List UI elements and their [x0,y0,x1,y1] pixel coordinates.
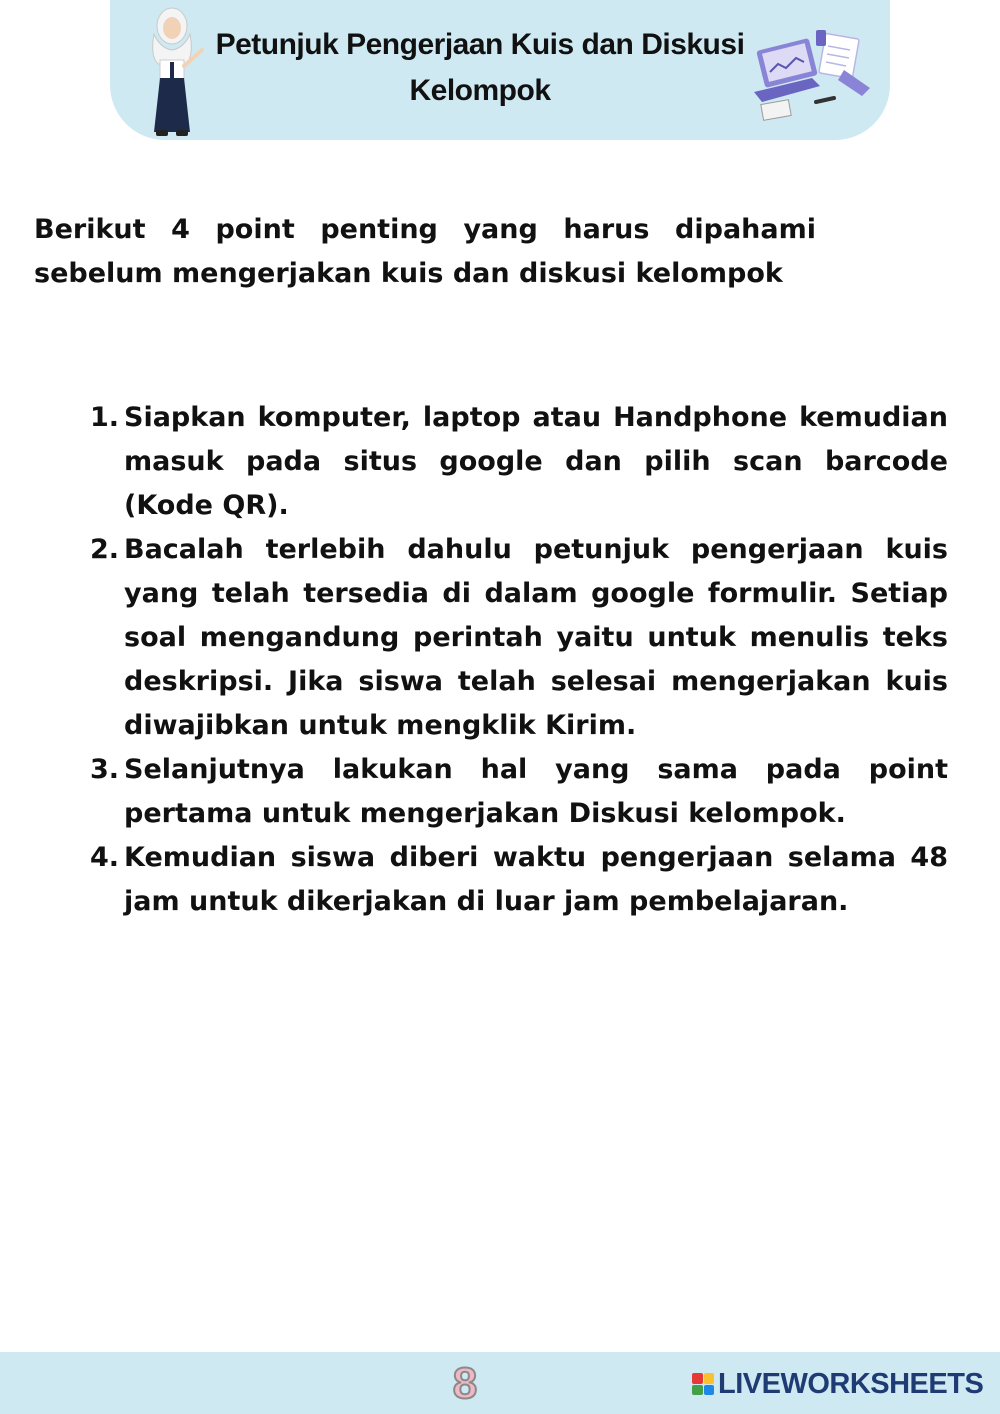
page-title: Petunjuk Pengerjaan Kuis dan Diskusi Kelompok [215,28,745,107]
instruction-item [90,396,948,528]
instruction-item [90,836,948,924]
item-number: 2. [90,534,120,565]
liveworksheets-label: LIVEWORKSHEETS [718,1367,984,1400]
liveworksheets-logo-icon [692,1373,714,1395]
instruction-item [90,748,948,836]
item-text: Siapkan komputer, laptop atau Handphone kemudian masuk pada situs google dan pilih scan barcode (Kode QR). [124,402,948,521]
item-number: 4. [90,842,120,873]
teacher-illustration [140,4,204,138]
intro-paragraph: Berikut 4 point penting yang harus dipahami sebelum mengerjakan kuis dan diskusi kelompok [34,214,816,289]
liveworksheets-brand[interactable] [692,1362,983,1406]
item-text: Kemudian siswa diberi waktu pengerjaan selama 48 jam untuk dikerjakan di luar jam pembelajaran. [124,842,948,917]
instruction-item [90,528,948,748]
laptop-illustration [752,30,874,122]
page-number: 8 [452,1359,478,1408]
item-text: Bacalah terlebih dahulu petunjuk pengerjaan kuis yang telah tersedia di dalam google formulir. Setiap soal mengandung perintah yaitu untuk menulis teks deskripsi. Jika siswa telah selesai mengerjakan kuis diwajibkan untuk mengklik Kirim. [124,534,948,741]
item-text: Selanjutnya lakukan hal yang sama pada point pertama untuk mengerjakan Diskusi kelompok. [124,754,948,829]
item-number: 3. [90,754,120,785]
instruction-list [90,396,948,924]
item-number: 1. [90,402,120,433]
